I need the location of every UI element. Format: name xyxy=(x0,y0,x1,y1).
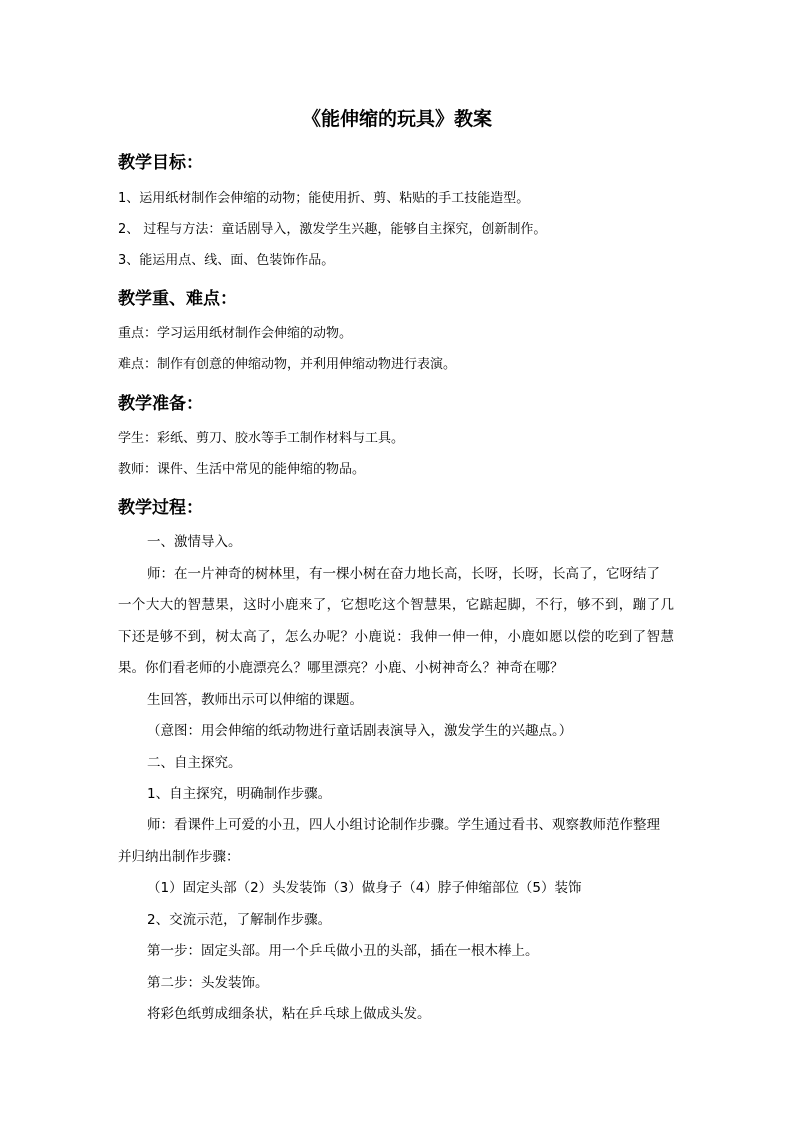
process-line: 并归纳出制作步骤： xyxy=(118,849,240,865)
preparation-item: 教师：课件、生活中常见的能伸缩的物品。 xyxy=(118,462,366,477)
process-line: 第二步：头发装饰。 xyxy=(147,975,269,991)
section-heading-process: 教学过程： xyxy=(118,498,203,518)
process-line: （意图：用会伸缩的纸动物进行童话剧表演导入，激发学生的兴趣点。） xyxy=(147,723,573,739)
process-line: 果。你们看老师的小鹿漂亮么？哪里漂亮？小鹿、小树神奇么？神奇在哪？ xyxy=(118,660,564,676)
key-point-item: 难点：制作有创意的伸缩动物，并利用伸缩动物进行表演。 xyxy=(118,357,457,372)
process-line: 生回答，教师出示可以伸缩的课题。 xyxy=(147,692,363,708)
document-title: 《能伸缩的玩具》教案 xyxy=(301,108,492,130)
process-line: （1）固定头部（2）头发装饰（3）做身子（4）脖子伸缩部位（5）装饰 xyxy=(147,880,582,896)
process-line: 将彩色纸剪成细条状，粘在乒乓球上做成头发。 xyxy=(147,1006,431,1022)
section-heading-goals: 教学目标： xyxy=(118,153,203,173)
goal-item: 1、运用纸材制作会伸缩的动物；能使用折、剪、粘贴的手工技能造型。 xyxy=(118,191,530,206)
process-line: 师：在一片神奇的树林里，有一棵小树在奋力地长高，长呀，长呀，长高了，它呀结了 xyxy=(147,566,660,582)
goal-item: 3、能运用点、线、面、色装饰作品。 xyxy=(118,253,335,268)
process-line: 1、自主探究，明确制作步骤。 xyxy=(147,786,332,802)
key-point-item: 重点：学习运用纸材制作会伸缩的动物。 xyxy=(118,326,353,341)
process-line: 一、激情导入。 xyxy=(147,534,242,550)
section-heading-key-points: 教学重、难点： xyxy=(118,289,237,309)
preparation-item: 学生：彩纸、剪刀、胶水等手工制作材料与工具。 xyxy=(118,431,405,446)
process-line: 二、自主探究。 xyxy=(147,755,242,771)
process-line: 师：看课件上可爱的小丑，四人小组讨论制作步骤。学生通过看书、观察教师范作整理 xyxy=(147,817,660,833)
process-line: 2、交流示范，了解制作步骤。 xyxy=(147,912,332,928)
goal-item: 2、 过程与方法：童话剧导入，激发学生兴趣，能够自主探究，创新制作。 xyxy=(118,222,547,237)
process-line: 下还是够不到，树太高了，怎么办呢？小鹿说：我伸一伸一伸，小鹿如愿以偿的吃到了智慧 xyxy=(118,629,674,645)
process-line: 一个大大的智慧果，这时小鹿来了，它想吃这个智慧果，它踮起脚，不行，够不到，蹦了几 xyxy=(118,597,674,613)
process-line: 第一步：固定头部。用一个乒乓做小丑的头部，插在一根木棒上。 xyxy=(147,943,539,959)
section-heading-preparation: 教学准备： xyxy=(118,394,203,414)
